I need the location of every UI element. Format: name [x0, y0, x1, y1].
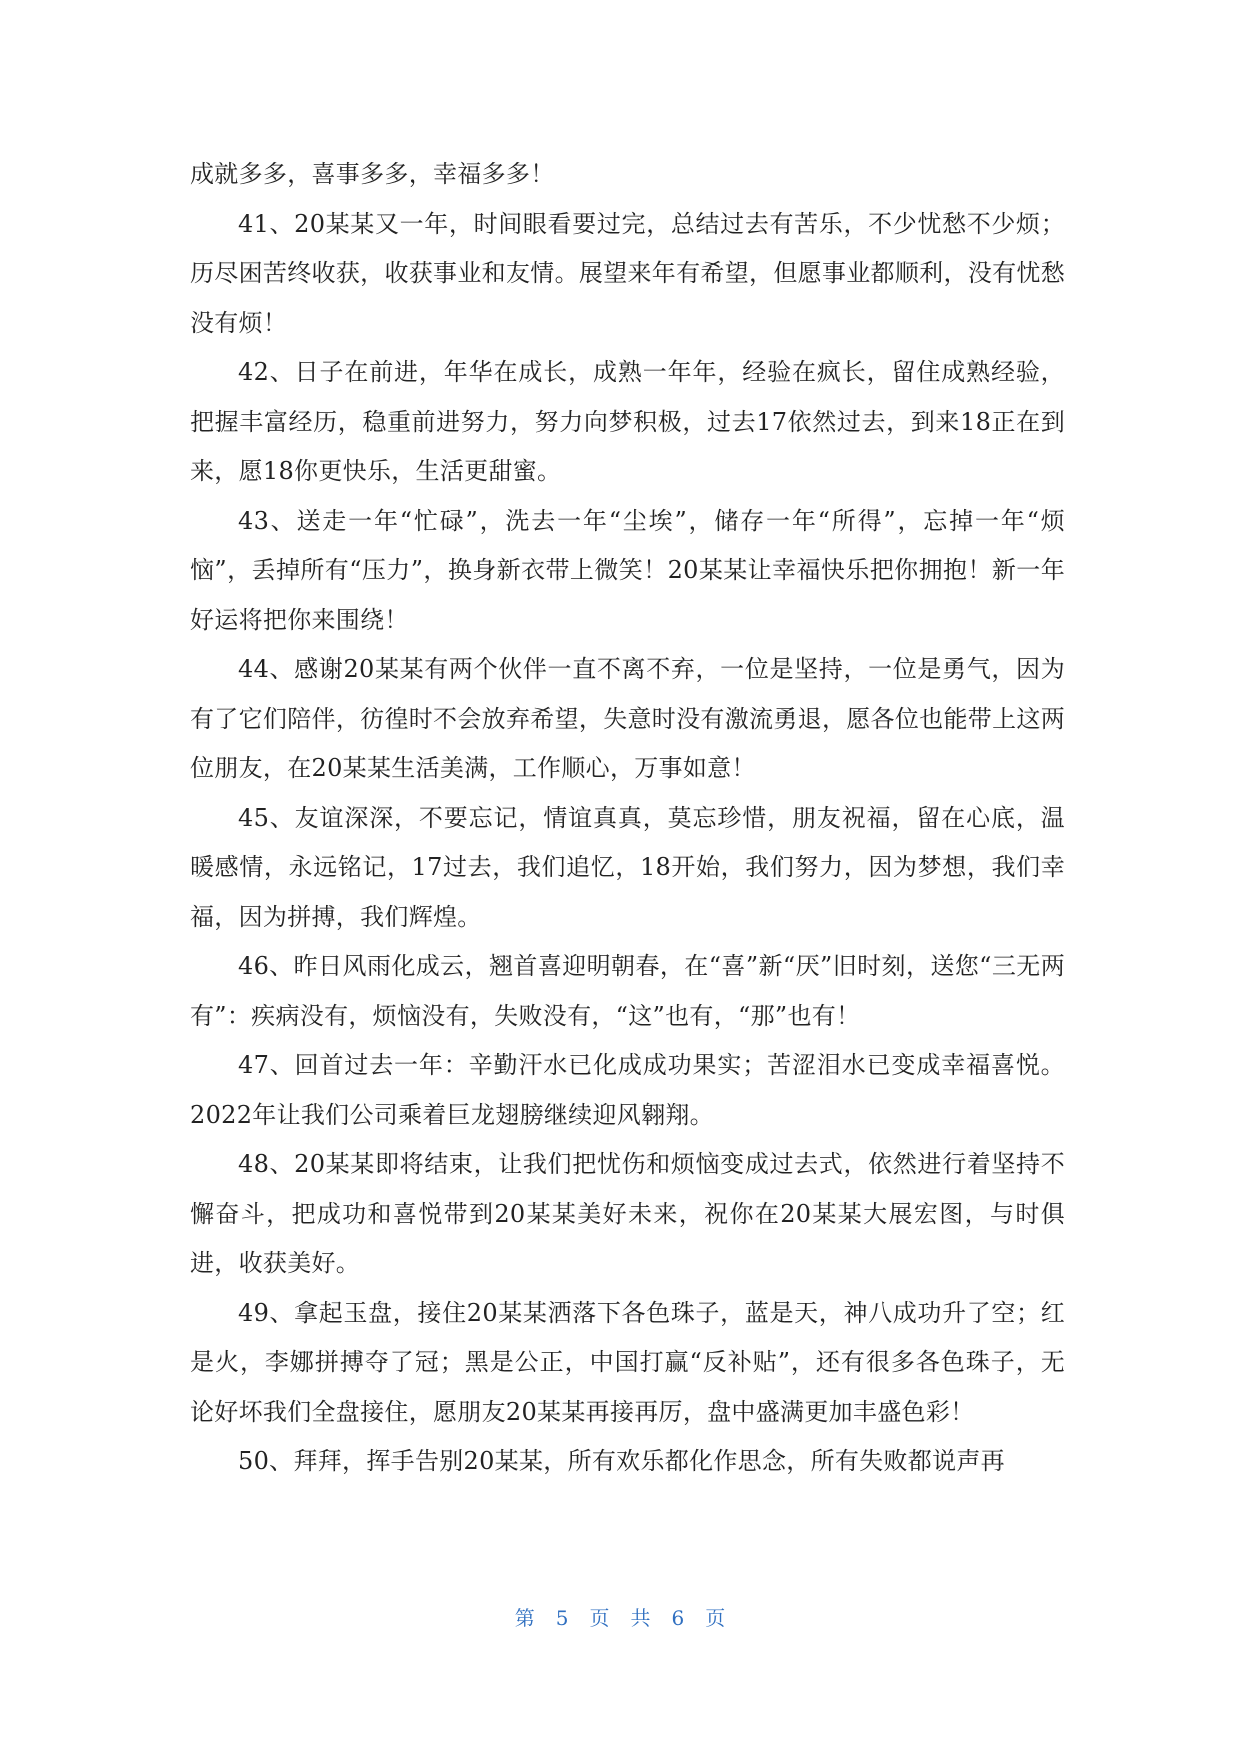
paragraph-45: 45、友谊深深，不要忘记，情谊真真，莫忘珍惜，朋友祝福，留在心底，温暖感情，永远铭记，17过去，我们追忆，18开始，我们努力，因为梦想，我们幸福，因为拼搏，我们辉煌。	[190, 803, 1065, 931]
footer-label-total-unit: 页	[705, 1606, 727, 1630]
footer-label-page-unit: 页	[589, 1606, 611, 1630]
paragraph-49: 49、拿起玉盘，接住20某某洒落下各色珠子，蓝是天，神八成功升了空；红是火，李娜拼搏夺了冠；黑是公正，中国打赢“反补贴”，还有很多各色珠子，无论好坏我们全盘接住，愿朋友20某某再接再厉，盘中盛满更加丰盛色彩！	[190, 1298, 1065, 1426]
paragraph-46: 46、昨日风雨化成云，翘首喜迎明朝春，在“喜”新“厌”旧时刻，送您“三无两有”：疾病没有，烦恼没有，失败没有，“这”也有，“那”也有！	[190, 952, 1065, 1030]
page-number-footer	[0, 1602, 1241, 1631]
paragraph-48: 48、20某某即将结束，让我们把忧伤和烦恼变成过去式，依然进行着坚持不懈奋斗，把成功和喜悦带到20某某美好未来，祝你在20某某大展宏图，与时俱进，收获美好。	[190, 1150, 1065, 1277]
footer-total-pages: 6	[671, 1606, 686, 1630]
footer-current-page: 5	[555, 1606, 570, 1630]
paragraph-continuation: 成就多多，喜事多多，幸福多多！	[190, 160, 555, 188]
paragraph-50: 50、拜拜，挥手告别20某某，所有欢乐都化作思念，所有失败都说声再	[238, 1447, 1005, 1475]
paragraph-44: 44、感谢20某某有两个伙伴一直不离不弃，一位是坚持，一位是勇气，因为有了它们陪伴，彷徨时不会放弃希望，失意时没有激流勇退，愿各位也能带上这两位朋友，在20某某生活美满，工作顺心，万事如意！	[190, 655, 1065, 782]
paragraph-43: 43、送走一年“忙碌”，洗去一年“尘埃”，储存一年“所得”，忘掉一年“烦恼”，丢掉所有“压力”，换身新衣带上微笑！20某某让幸福快乐把你拥抱！新一年好运将把你来围绕！	[190, 506, 1065, 634]
document-body	[190, 150, 1065, 1487]
paragraph-41: 41、20某某又一年，时间眼看要过完，总结过去有苦乐，不少忧愁不少烦；历尽困苦终收获，收获事业和友情。展望来年有希望，但愿事业都顺利，没有忧愁没有烦！	[190, 209, 1065, 337]
footer-label-total: 共	[630, 1606, 652, 1630]
paragraph-47: 47、回首过去一年：辛勤汗水已化成成功果实；苦涩泪水已变成幸福喜悦。2022年让我们公司乘着巨龙翅膀继续迎风翱翔。	[190, 1051, 1065, 1129]
footer-label-page: 第	[514, 1606, 536, 1630]
paragraph-42: 42、日子在前进，年华在成长，成熟一年年，经验在疯长，留住成熟经验，把握丰富经历，稳重前进努力，努力向梦积极，过去17依然过去，到来18正在到来，愿18你更快乐，生活更甜蜜。	[190, 358, 1065, 485]
